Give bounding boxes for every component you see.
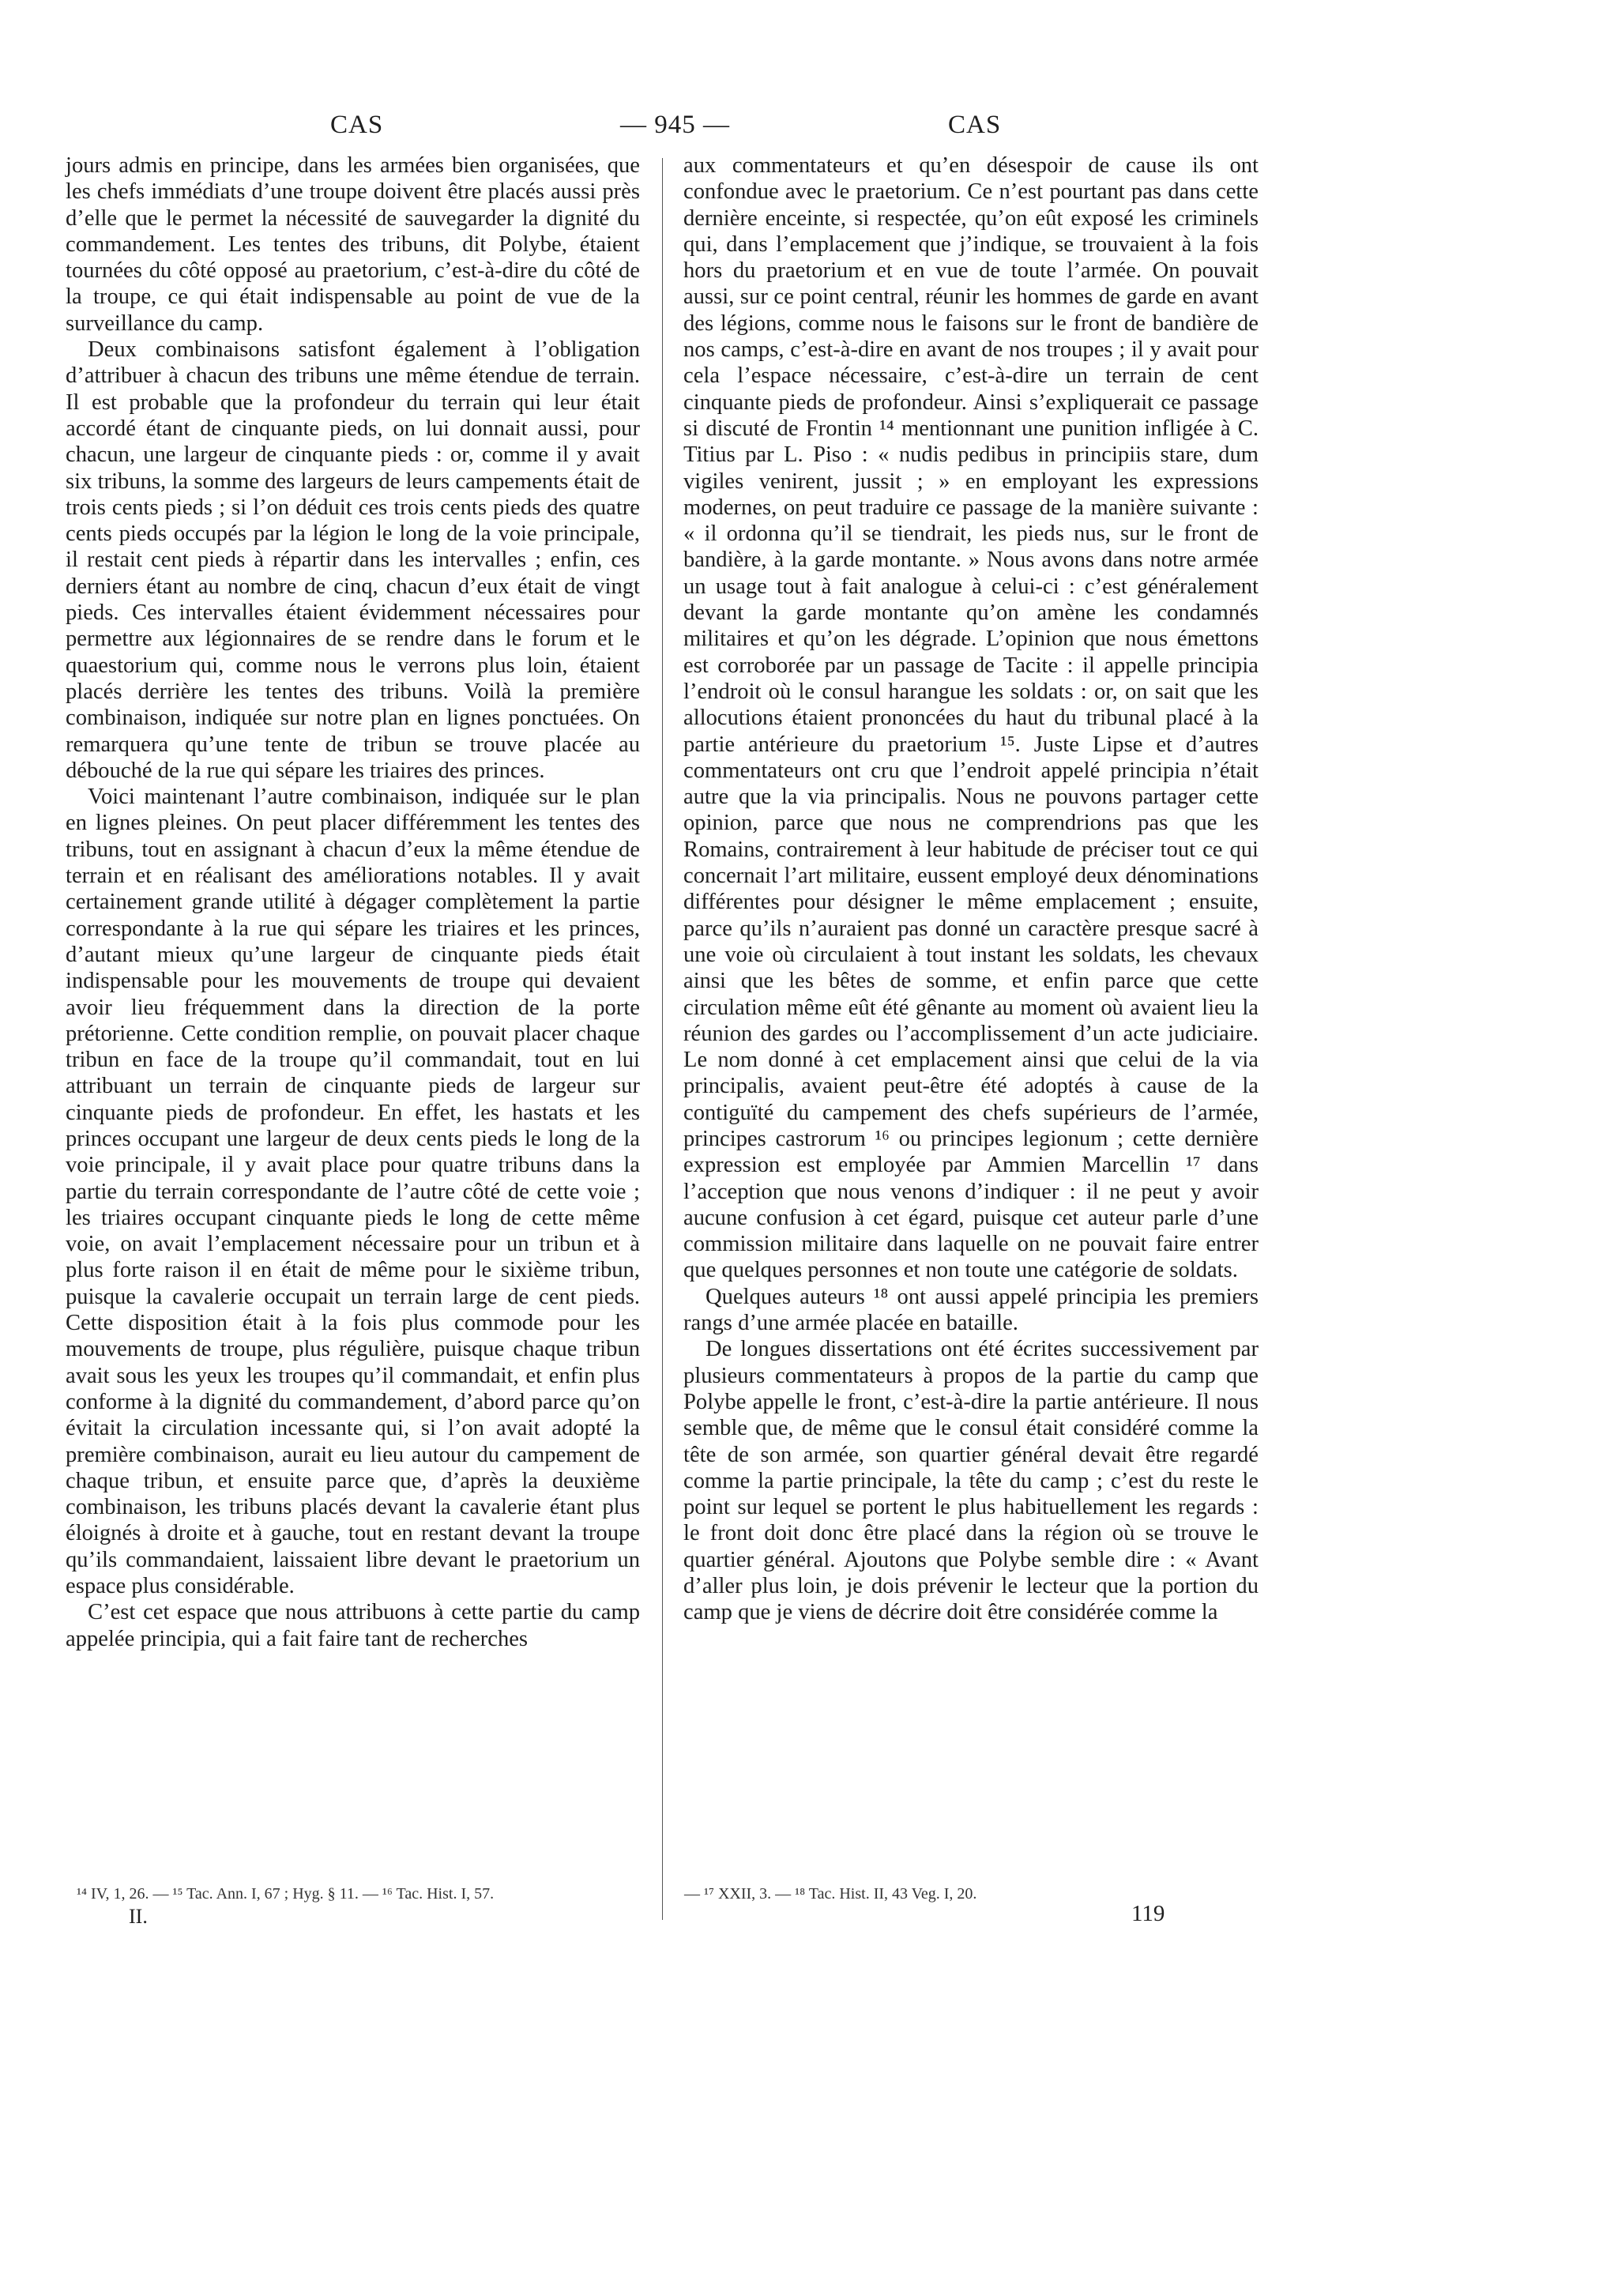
paragraph: De longues dissertations ont été écrites successivement par plusieurs commentateurs à propos de la partie du camp que Polybe appelle le front, c’est-à-dire la partie antérieure. Il nous semble que, de même que le consul était considéré comme la tête de son armée, son quartier général devait être regardé comme la partie principale, la tête du camp ; c’est du reste le point sur lequel se portent le plus habituellement les regards : le front doit donc être placé dans la région où se trouve le quartier général. Ajoutons que Polybe semble dire : « Avant d’aller plus loin, je dois prévenir le lecteur que la portion du camp que je viens de décrire doit être considérée comme la	[683, 1337, 1259, 1625]
footnotes-left: ¹⁴ IV, 1, 26. — ¹⁵ Tac. Ann. I, 67 ; Hyg. § 11. — ¹⁶ Tac. Hist. I, 57.	[77, 1885, 495, 1903]
paragraph: jours admis en principe, dans les armées bien organisées, que les chefs immédiats d’une troupe doivent être placés aussi près d’elle que le permet la nécessité de sauvegarder la dignité du commandement. Les tentes des tribuns, dit Polybe, étaient tournées du côté opposé au praetorium, c’est-à-dire du côté de la troupe, ce qui était indispensable au point de vue de la surveillance du camp.	[66, 153, 640, 336]
left-column	[66, 152, 640, 1652]
signature-mark: II.	[129, 1905, 148, 1928]
paragraph: Voici maintenant l’autre combinaison, indiquée sur le plan en lignes pleines. On peut placer différemment les tentes des tribuns, tout en assignant à chacun d’eux la même étendue de terrain et en réalisant des améliorations notables. Il y avait certainement grande utilité à dégager complètement la partie correspondante à la rue qui sépare les triaires et les princes, d’autant mieux qu’une largeur de cinquante pieds était indispensable pour les mouvements de troupe qui devaient avoir lieu fréquemment dans la direction de la porte prétorienne. Cette condition remplie, on pouvait placer chaque tribun en face de la troupe qu’il commandait, tout en lui attribuant un terrain de cinquante pieds de largeur sur cinquante pieds de profondeur. En effet, les hastats et les princes occupant une largeur de deux cents pieds le long de la voie principale, il y avait place pour quatre tribuns dans la partie du terrain correspondante de l’autre côté de cette voie ; les triaires occupant cinquante pieds le long de cette même voie, on avait l’emplacement nécessaire pour un tribun et à plus forte raison il en était de même pour le sixième tribun, puisque la cavalerie occupait un terrain large de cent pieds. Cette disposition était à la fois plus commode pour les mouvements de troupe, plus régulière, puisque chaque tribun avait sous les yeux les troupes qu’il commandait, et enfin plus conforme à la dignité du commandement, d’abord parce qu’on évitait la circulation incessante qui, si l’on avait adopté la première combinaison, aurait eu lieu autour du campement de chaque tribun, et ensuite parce que, d’après la deuxième combinaison, les tribuns placés devant la cavalerie étant plus éloignés à droite et à gauche, tout en restant devant la troupe qu’ils commandaient, laissaient libre devant le praetorium un espace plus considérable.	[66, 785, 640, 1599]
page-number: 119	[1131, 1901, 1165, 1926]
paragraph: Deux combinaisons satisfont également à l’obligation d’attribuer à chacun des tribuns une même étendue de terrain. Il est probable que la profondeur du terrain qui leur était accordé étant de cinquante pieds, on lui donnait aussi, pour chacun, une largeur de cinquante pieds : or, comme il y avait six tribuns, la somme des largeurs de leurs campements était de trois cents pieds ; si l’on déduit ces trois cents pieds des quatre cents pieds occupés par la légion le long de la voie principale, il restait cent pieds à répartir dans les intervalles ; enfin, ces derniers étant au nombre de cinq, chacun d’eux était de vingt pieds. Ces intervalles étaient évidemment nécessaires pour permettre aux légionnaires de se rendre dans le forum et le quaestorium qui, comme nous le verrons plus loin, étaient placés derrière les tentes des tribuns. Voilà la première combinaison, indiquée sur notre plan en lignes ponctuées. On remarquera qu’une tente de tribun se trouve placée au débouché de la rue qui sépare les triaires des princes.	[66, 337, 640, 783]
running-head-right: CAS	[948, 111, 1002, 139]
paragraph: aux commentateurs et qu’en désespoir de cause ils ont confondue avec le praetorium. Ce n’est pourtant pas dans cette dernière enceinte, si respectée, qu’on eût exposé les criminels qui, dans l’emplacement que j’indique, se trouvaient à la fois hors du praetorium et en vue de toute l’armée. On pouvait aussi, sur ce point central, réunir les hommes de garde en avant des légions, comme nous le faisons sur le front de bandière de nos camps, c’est-à-dire en avant de nos troupes ; il y avait pour cela l’espace nécessaire, c’est-à-dire un terrain de cent cinquante pieds de profondeur. Ainsi s’expliquerait ce passage si discuté de Frontin ¹⁴ mentionnant une punition infligée à C. Titius par L. Piso : « nudis pedibus in principiis stare, dum vigiles venirent, jussit ; » en employant les expressions modernes, on peut traduire ce passage de la manière suivante : « il ordonna qu’il se tiendrait, les pieds nus, sur le front de bandière, à la garde montante. » Nous avons dans notre armée un usage tout à fait analogue à celui-ci : c’est généralement devant la garde montante qu’on amène les condamnés militaires et qu’on les dégrade. L’opinion que nous émettons est corroborée par un passage de Tacite : il appelle principia l’endroit où le consul harangue les soldats : or, on sait que les allocutions étaient prononcées du haut du tribunal placé à la partie antérieure du praetorium ¹⁵. Juste Lipse et d’autres commentateurs ont cru que l’endroit appelé principia n’était autre que la via principalis. Nous ne pouvons partager cette opinion, parce que nous ne comprendrions pas que les Romains, contrairement à leur habitude de préciser tout ce qui concernait l’art militaire, eussent employé deux dénominations différentes pour désigner le même emplacement ; ensuite, parce qu’ils n’auraient pas donné un caractère presque sacré à une voie où circulaient à tout instant les soldats, les chevaux ainsi que les bêtes de somme, et enfin parce que cette circulation même eût été gênante au moment où avaient lieu la réunion des gardes ou l’accomplissement d’un acte judiciaire. Le nom donné à cet emplacement ainsi que celui de la via principalis, avaient peut-être été adoptés à cause de la contiguïté du campement des chefs supérieurs de l’armée, principes castrorum ¹⁶ ou principes legionum ; cette dernière expression est employée par Ammien Marcellin ¹⁷ dans l’acception que nous venons d’indiquer : il ne peut y avoir aucune confusion à cet égard, puisque cet auteur parle d’une commission militaire dans laquelle on ne pouvait faire entrer que quelques personnes et non toute une catégorie de soldats.	[683, 153, 1259, 1283]
paragraph: Quelques auteurs ¹⁸ ont aussi appelé principia les premiers rangs d’une armée placée en bataille.	[683, 1284, 1259, 1336]
running-head-left: CAS	[330, 111, 384, 139]
column-divider	[662, 158, 663, 1920]
paragraph: C’est cet espace que nous attribuons à cette partie du camp appelée principia, qui a fait faire tant de recherches	[66, 1600, 640, 1651]
right-column	[683, 152, 1259, 1626]
footnotes-right: — ¹⁷ XXII, 3. — ¹⁸ Tac. Hist. II, 43 Veg. I, 20.	[684, 1885, 977, 1903]
page-marker: — 945 —	[620, 111, 730, 139]
